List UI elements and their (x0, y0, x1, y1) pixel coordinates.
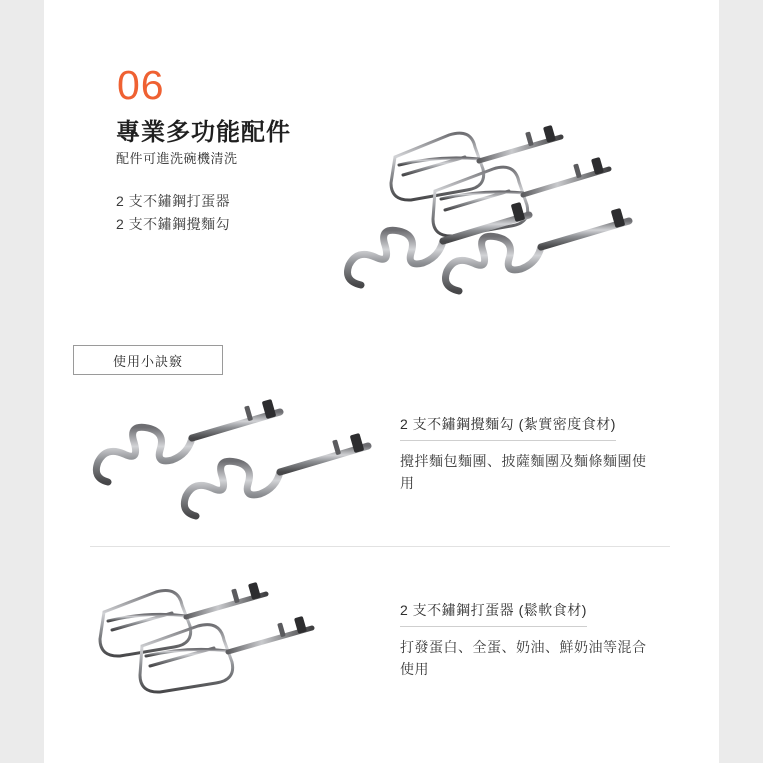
feature-row-dough-hooks (90, 392, 670, 552)
beaters-icon (90, 578, 390, 718)
right-margin-band (719, 0, 763, 763)
list-item: 2 支不鏽鋼攪麵勾 (116, 216, 231, 232)
tip-label-text: 使用小訣竅 (112, 353, 183, 369)
feature-description: 打發蛋白、全蛋、奶油、鮮奶油等混合使用 (400, 639, 647, 677)
feature-description: 攪拌麵包麵團、披薩麵團及麵條麵團使用 (400, 453, 647, 491)
feature-heading: 2 支不鏽鋼攪麵勾 (紮實密度食材) (400, 414, 616, 441)
feature-row-beaters (90, 578, 670, 738)
top-section (44, 0, 719, 296)
page-subtitle: 配件可進洗碗機清洗 (116, 151, 238, 166)
left-margin-band (0, 0, 44, 763)
list-item: 2 支不鏽鋼打蛋器 (116, 193, 231, 209)
tip-label-box (73, 345, 223, 375)
feature-text-dough-hooks (400, 414, 670, 494)
accessory-list (116, 190, 230, 236)
beaters-and-dough-hooks-icon (299, 95, 699, 295)
row-divider (90, 546, 670, 547)
feature-heading: 2 支不鏽鋼打蛋器 (鬆軟食材) (400, 600, 587, 627)
dough-hooks-icon (90, 392, 390, 532)
section-number: 06 (117, 62, 165, 108)
page-title: 專業多功能配件 (116, 119, 291, 146)
feature-text-beaters (400, 600, 670, 680)
